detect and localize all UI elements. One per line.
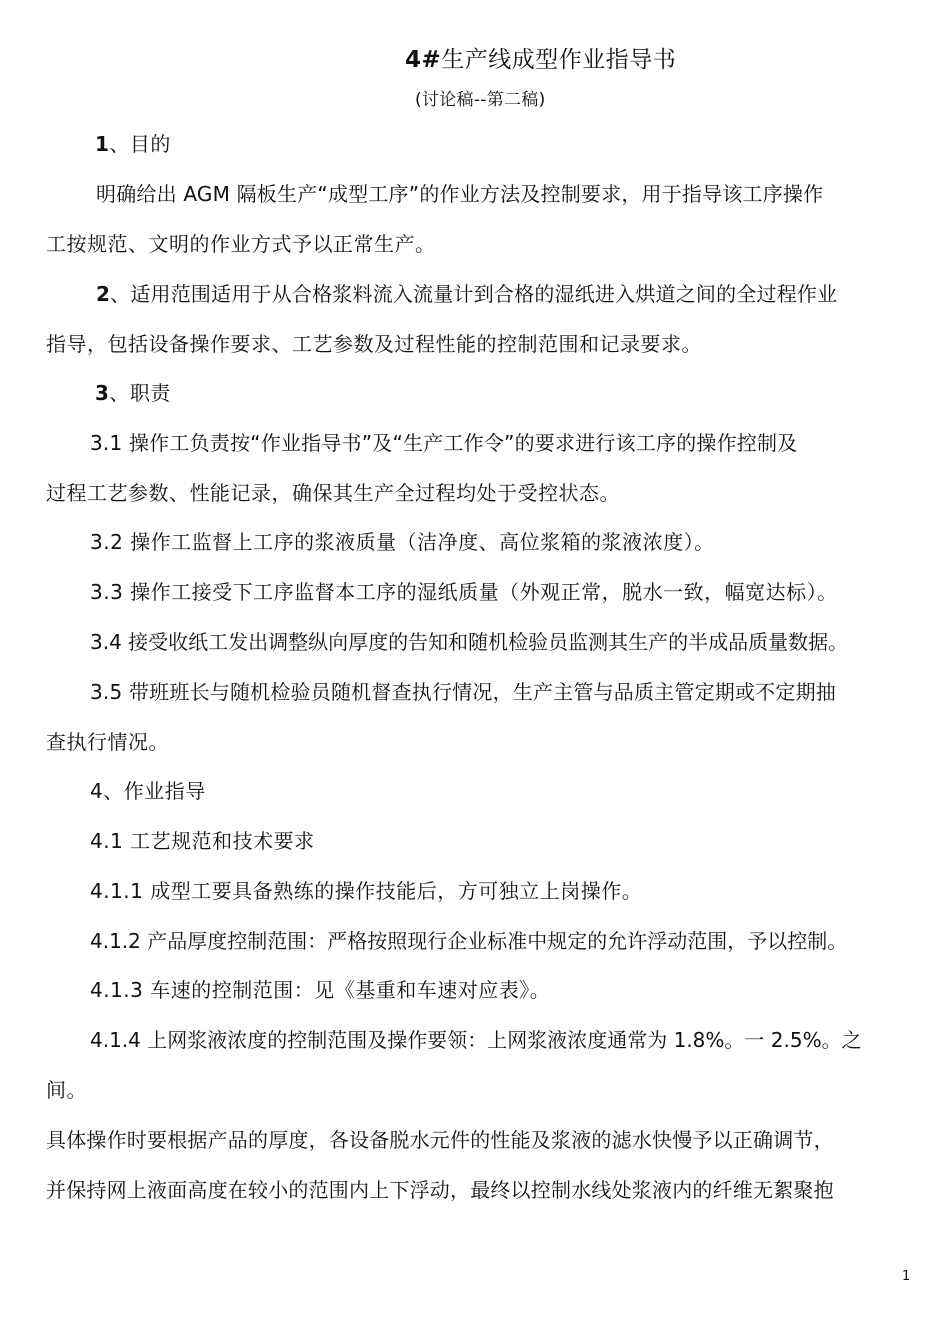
item-4-1-2: 4.1.2 产品厚度控制范围：严格按照现行企业标准中规定的允许浮动范围，予以控制。 (90, 929, 848, 953)
item-3-3: 3.3 操作工接受下工序监督本工序的湿纸质量（外观正常，脱水一致，幅宽达标）。 (90, 580, 838, 604)
section-4-heading: 4、作业指导 (90, 779, 206, 803)
item-3-1-line-2: 过程工艺参数、性能记录，确保其生产全过程均处于受控状态。 (46, 481, 620, 505)
item-4-1-3: 4.1.3 车速的控制范围：见《基重和车速对应表》。 (90, 978, 551, 1002)
item-3-5-line-1: 3.5 带班班长与随机检验员随机督查执行情况，生产主管与品质主管定期或不定期抽 (90, 680, 836, 704)
section-2-para-line-2: 指导，包括设备操作要求、工艺参数及过程性能的控制范围和记录要求。 (46, 332, 702, 356)
title-text: 生产线成型作业指导书 (441, 47, 677, 73)
body-para-line-1: 具体操作时要根据产品的厚度，各设备脱水元件的性能及浆液的滤水快慢予以正确调节， (46, 1128, 834, 1152)
section-3-heading: 3、职责 (95, 381, 171, 405)
item-3-1-line-1: 3.1 操作工负责按“作业指导书”及“生产工作令”的要求进行该工序的操作控制及 (90, 431, 798, 455)
item-4-1: 4.1 工艺规范和技术要求 (90, 829, 315, 853)
item-3-4: 3.4 接受收纸工发出调整纵向厚度的告知和随机检验员监测其生产的半成品质量数据。 (90, 630, 849, 654)
section-1-para-line-2: 工按规范、文明的作业方式予以正常生产。 (46, 232, 436, 256)
page-title (405, 44, 676, 76)
page-number: 1 (902, 1269, 911, 1284)
item-4-1-1: 4.1.1 成型工要具备熟练的操作技能后，方可独立上岗操作。 (90, 879, 643, 903)
item-4-1-4-line-2: 间。 (46, 1078, 87, 1102)
item-4-1-4-line-1: 4.1.4 上网浆液浓度的控制范围及操作要领：上网浆液浓度通常为 1.8%。一 2.5%。之 (90, 1028, 862, 1052)
item-3-5-line-2: 查执行情况。 (46, 730, 169, 754)
section-2-para-line-1: 2、适用范围适用于从合格浆料流入流量计到合格的湿纸进入烘道之间的全过程作业 (96, 282, 838, 306)
section-1-para-line-1: 明确给出 AGM 隔板生产“成型工序”的作业方法及控制要求，用于指导该工序操作 (96, 182, 824, 206)
section-1-heading: 1、目的 (95, 132, 171, 156)
title-number: 4# (405, 47, 442, 73)
body-para-line-2: 并保持网上液面高度在较小的范围内上下浮动，最终以控制水线处浆液内的纤维无絮聚抱 (46, 1178, 834, 1202)
page-subtitle: (讨论稿--第二稿) (415, 90, 546, 110)
item-3-2: 3.2 操作工监督上工序的浆液质量（洁净度、高位浆箱的浆液浓度）。 (90, 530, 715, 554)
